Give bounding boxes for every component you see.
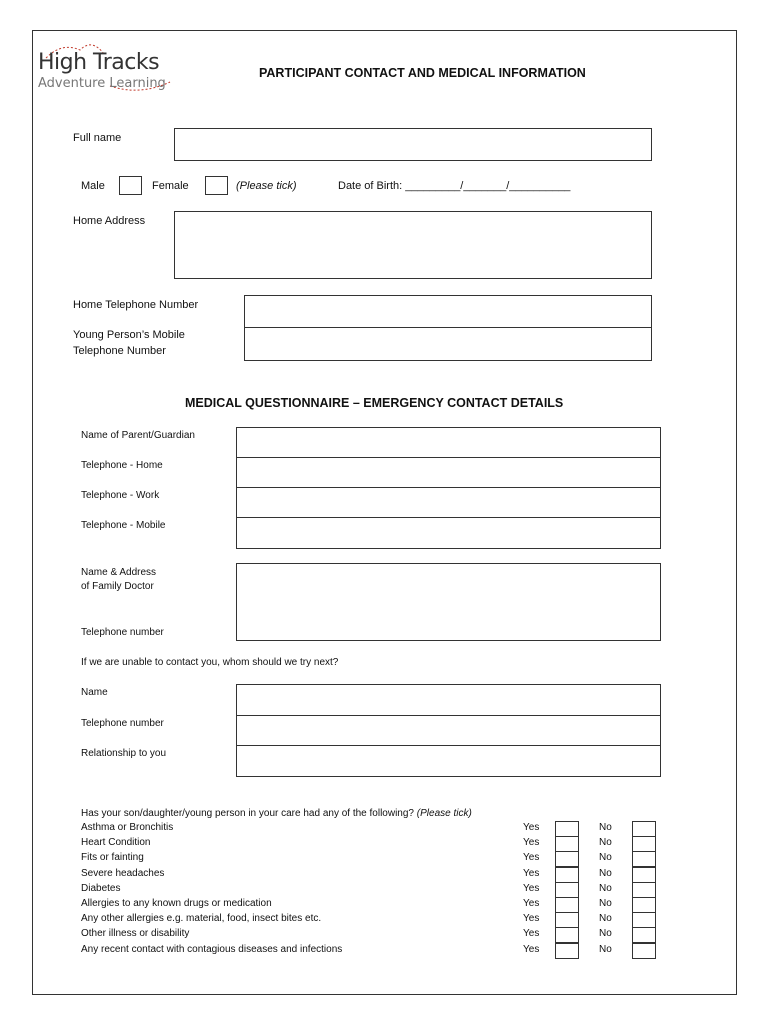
tel-mobile-field[interactable]: [236, 517, 661, 549]
alt-relationship-label: Relationship to you: [81, 748, 167, 759]
no-label: No: [599, 882, 612, 894]
no-label: No: [599, 837, 612, 849]
alt-relationship-field[interactable]: [236, 745, 661, 777]
yes-label: Yes: [523, 837, 540, 849]
condition-row: [81, 867, 661, 882]
tel-home-label: Telephone - Home: [81, 460, 163, 471]
condition-row: [81, 851, 661, 866]
no-label: No: [599, 943, 612, 955]
yes-checkbox[interactable]: [555, 882, 579, 898]
condition-row: [81, 821, 661, 836]
condition-row: [81, 927, 661, 942]
no-checkbox[interactable]: [632, 897, 656, 913]
condition-row: [81, 943, 661, 958]
yes-checkbox[interactable]: [555, 851, 579, 867]
mobile-phone-field[interactable]: [244, 327, 652, 361]
home-phone-field[interactable]: [244, 295, 652, 328]
full-name-field[interactable]: [174, 128, 652, 161]
condition-row: [81, 897, 661, 912]
condition-row: [81, 836, 661, 851]
home-phone-label: Home Telephone Number: [73, 299, 199, 311]
male-checkbox[interactable]: [119, 176, 142, 195]
conditions-intro-text: Has your son/daughter/young person in your care had any of the following?: [81, 808, 414, 819]
female-label: Female: [152, 180, 189, 192]
yes-label: Yes: [523, 928, 540, 940]
yes-label: Yes: [523, 898, 540, 909]
no-checkbox[interactable]: [632, 943, 656, 959]
no-label: No: [599, 913, 612, 925]
condition-row: [81, 912, 661, 927]
female-checkbox[interactable]: [205, 176, 228, 195]
logo-subtitle: Adventure Learning: [38, 76, 166, 91]
yes-checkbox[interactable]: [555, 867, 579, 883]
tel-mobile-label: Telephone - Mobile: [81, 520, 166, 531]
no-checkbox[interactable]: [632, 851, 656, 867]
home-address-label: Home Address: [73, 215, 146, 227]
no-label: No: [599, 852, 612, 864]
mobile-label-line1: Young Person’s Mobile: [73, 329, 185, 341]
yes-label: Yes: [523, 882, 540, 894]
dob-label: Date of Birth: _________/_______/__________: [338, 180, 571, 192]
condition-label: Allergies to any known drugs or medication: [81, 898, 272, 909]
condition-label: Fits or fainting: [81, 852, 144, 864]
condition-row: [81, 882, 661, 897]
no-checkbox[interactable]: [632, 867, 656, 883]
alt-name-label: Name: [81, 687, 108, 698]
condition-label: Severe headaches: [81, 867, 165, 879]
doctor-field[interactable]: [236, 563, 661, 641]
no-label: No: [599, 898, 612, 909]
home-address-field[interactable]: [174, 211, 652, 279]
parent-label: Name of Parent/Guardian: [81, 430, 195, 441]
no-label: No: [599, 822, 612, 833]
doctor-label-line2: of Family Doctor: [81, 581, 154, 592]
condition-label: Diabetes: [81, 882, 121, 894]
condition-label: Asthma or Bronchitis: [81, 822, 174, 833]
tel-home-field[interactable]: [236, 457, 661, 488]
yes-label: Yes: [523, 913, 540, 925]
full-name-label: Full name: [73, 132, 122, 144]
condition-label: Heart Condition: [81, 837, 151, 849]
mobile-label-line2: Telephone Number: [73, 345, 166, 357]
logo-title: High Tracks: [38, 50, 160, 75]
page-title: PARTICIPANT CONTACT AND MEDICAL INFORMATION: [259, 66, 586, 80]
tel-work-field[interactable]: [236, 487, 661, 518]
alt-tel-label: Telephone number: [81, 718, 164, 729]
yes-checkbox[interactable]: [555, 897, 579, 913]
no-checkbox[interactable]: [632, 836, 656, 852]
no-checkbox[interactable]: [632, 821, 656, 837]
alt-name-field[interactable]: [236, 684, 661, 716]
yes-checkbox[interactable]: [555, 836, 579, 852]
no-label: No: [599, 928, 612, 940]
conditions-intro: [81, 808, 472, 819]
condition-label: Any recent contact with contagious diseases and infections: [81, 943, 343, 955]
condition-label: Any other allergies e.g. material, food, insect bites etc.: [81, 913, 322, 925]
doctor-label-line1: Name & Address: [81, 567, 157, 578]
yes-checkbox[interactable]: [555, 821, 579, 837]
yes-label: Yes: [523, 822, 540, 833]
yes-label: Yes: [523, 943, 540, 955]
parent-name-field[interactable]: [236, 427, 661, 458]
yes-checkbox[interactable]: [555, 943, 579, 959]
doctor-tel-label: Telephone number: [81, 627, 164, 638]
conditions-intro-tick: (Please tick): [416, 808, 472, 819]
no-label: No: [599, 867, 612, 879]
condition-label: Other illness or disability: [81, 928, 190, 940]
alt-tel-field[interactable]: [236, 715, 661, 746]
tel-work-label: Telephone - Work: [81, 490, 160, 501]
male-label: Male: [81, 180, 105, 192]
medical-heading: MEDICAL QUESTIONNAIRE – EMERGENCY CONTACT DETAILS: [185, 396, 564, 410]
yes-checkbox[interactable]: [555, 927, 579, 943]
no-checkbox[interactable]: [632, 882, 656, 898]
no-checkbox[interactable]: [632, 927, 656, 943]
yes-label: Yes: [523, 852, 540, 864]
unable-contact-note: If we are unable to contact you, whom should we try next?: [81, 657, 339, 668]
please-tick-note: (Please tick): [236, 180, 297, 192]
yes-checkbox[interactable]: [555, 912, 579, 928]
yes-label: Yes: [523, 867, 540, 879]
no-checkbox[interactable]: [632, 912, 656, 928]
